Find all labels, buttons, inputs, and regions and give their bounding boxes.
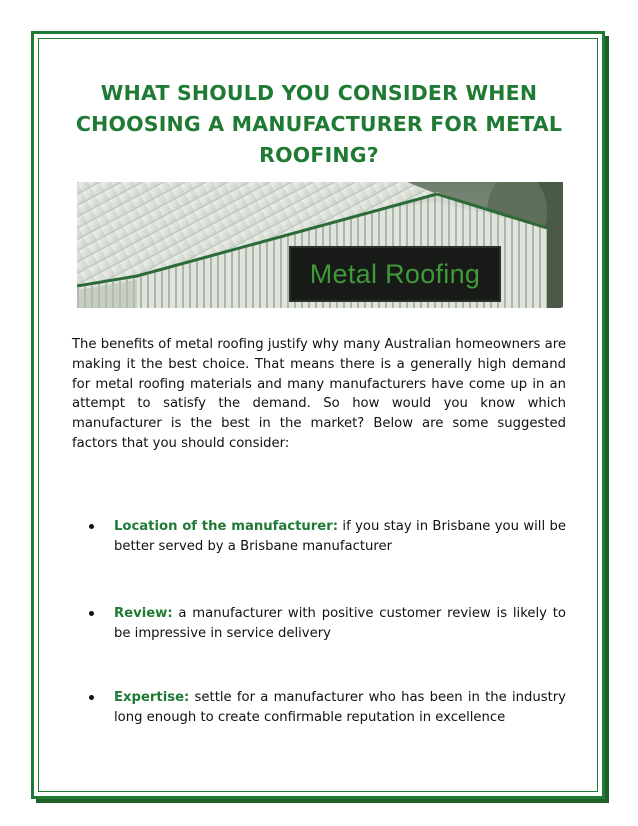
list-item-body: if you stay in Brisbane you will be better served by a Brisbane manufacturer <box>114 519 566 554</box>
hero-image <box>77 182 563 308</box>
list-item-text <box>114 688 566 728</box>
list-item-body: a manufacturer with positive customer review is likely to be impressive in service delivery <box>114 606 566 641</box>
page-border-shadow-right <box>605 36 609 803</box>
list-item-body: settle for a manufacturer who has been in the industry long enough to create confirmable reputation in excellence <box>114 690 566 725</box>
hero-sign-text: Metal Roofing <box>309 258 481 289</box>
page-border-shadow-bottom <box>36 799 609 803</box>
list-item-text <box>114 604 566 644</box>
list-item <box>72 604 566 644</box>
list-item <box>72 688 566 728</box>
list-item-key: Location of the manufacturer: <box>114 519 339 534</box>
hero-sign <box>289 246 501 302</box>
bullet-icon <box>89 611 94 616</box>
list-item-key: Expertise: <box>114 690 190 705</box>
intro-paragraph: The benefits of metal roofing justify why many Australian homeowners are making it the best choice. That means there is a generally high demand for metal roofing materials and many manufacturers have come up in an attempt to satisfy the demand. So how would you know which manufacturer is the best in the market? Below are some suggested factors that you should consider: <box>72 337 566 451</box>
list-item-text <box>114 517 566 557</box>
list-item-key: Review: <box>114 606 173 621</box>
document-title: WHAT SHOULD YOU CONSIDER WHEN CHOOSING A MANUFACTURER FOR METAL ROOFING? <box>75 81 563 167</box>
bullet-icon <box>89 524 94 529</box>
list-item <box>72 517 566 557</box>
bullet-icon <box>89 695 94 700</box>
